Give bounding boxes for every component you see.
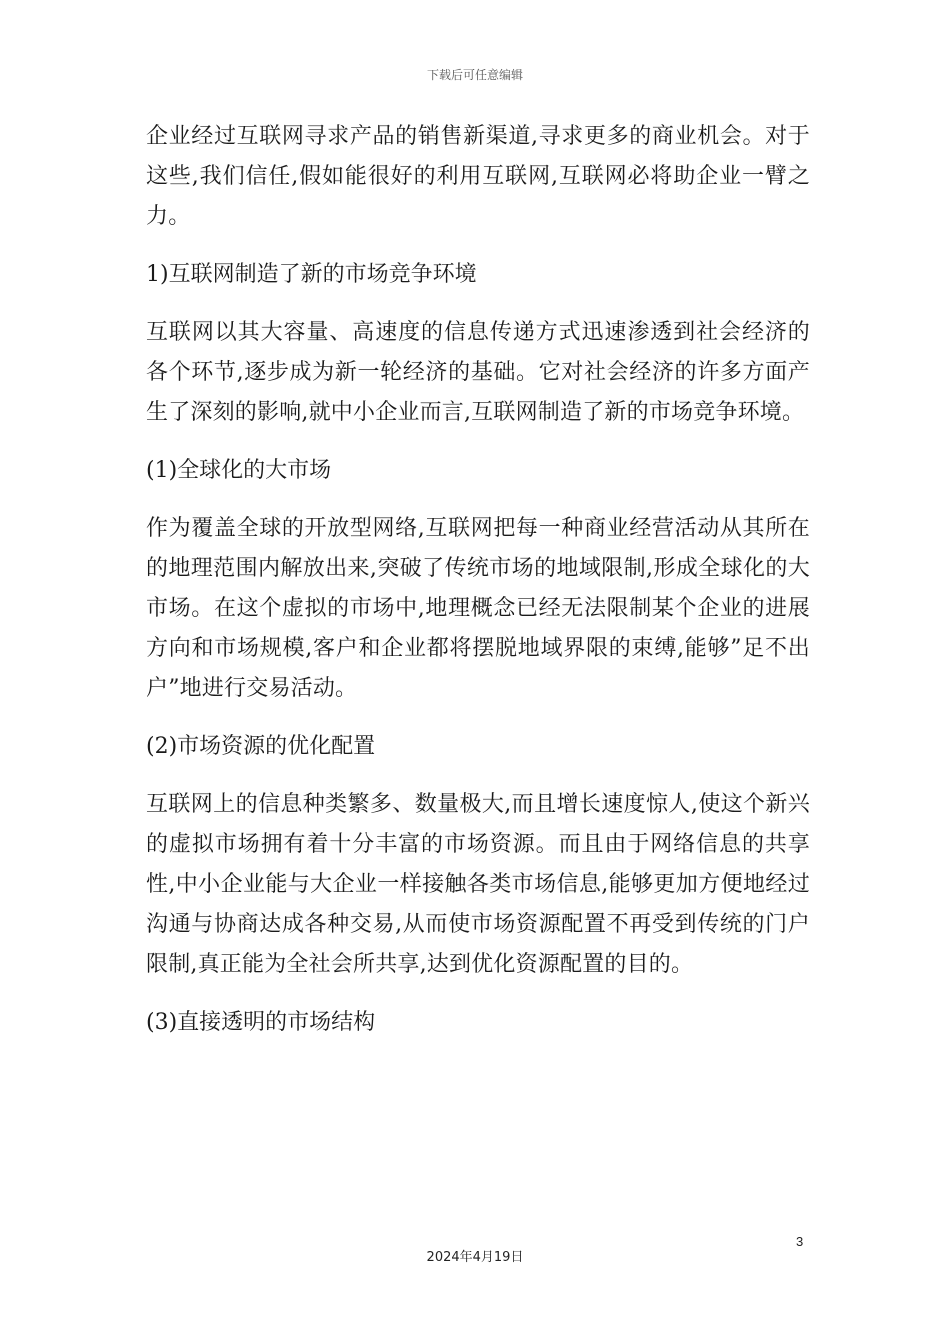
- paragraph-intro: 企业经过互联网寻求产品的销售新渠道,寻求更多的商业机会。对于这些,我们信任,假如能很好的利用互联网,互联网必将助企业一臂之力。: [146, 124, 810, 229]
- subsection-heading-1: (1)全球化的大市场: [146, 458, 332, 483]
- header-note: 下载后可任意编辑: [426, 68, 523, 82]
- paragraph-global-market: 作为覆盖全球的开放型网络,互联网把每一种商业经营活动从其所在的地理范围内解放出来,突破了传统市场的地域限制,形成全球化的大市场。在这个虚拟的市场中,地理概念已经无法限制某个企业的进展方向和市场规模,客户和企业都将摆脱地域界限的束缚,能够”足不出户”地进行交易活动。: [146, 516, 810, 701]
- paragraph-market-environment: 互联网以其大容量、高速度的信息传递方式迅速渗透到社会经济的各个环节,逐步成为新一轮经济的基础。它对社会经济的许多方面产生了深刻的影响,就中小企业而言,互联网制造了新的市场竞争环境。: [146, 320, 810, 425]
- footer-date: 2024年4月19日: [426, 1250, 524, 1265]
- section-heading-1: 1)互联网制造了新的市场竞争环境: [146, 262, 477, 287]
- paragraph-resource-allocation: 互联网上的信息种类繁多、数量极大,而且增长速度惊人,使这个新兴的虚拟市场拥有着十分丰富的市场资源。而且由于网络信息的共享性,中小企业能与大企业一样接触各类市场信息,能够更加方便地经过沟通与协商达成各种交易,从而使市场资源配置不再受到传统的门户限制,真正能为全社会所共享,达到优化资源配置的目的。: [146, 792, 810, 977]
- document-body: [146, 117, 810, 1061]
- page-number: 3: [796, 1234, 804, 1249]
- subsection-heading-3: (3)直接透明的市场结构: [146, 1010, 376, 1035]
- subsection-heading-2: (2)市场资源的优化配置: [146, 734, 376, 759]
